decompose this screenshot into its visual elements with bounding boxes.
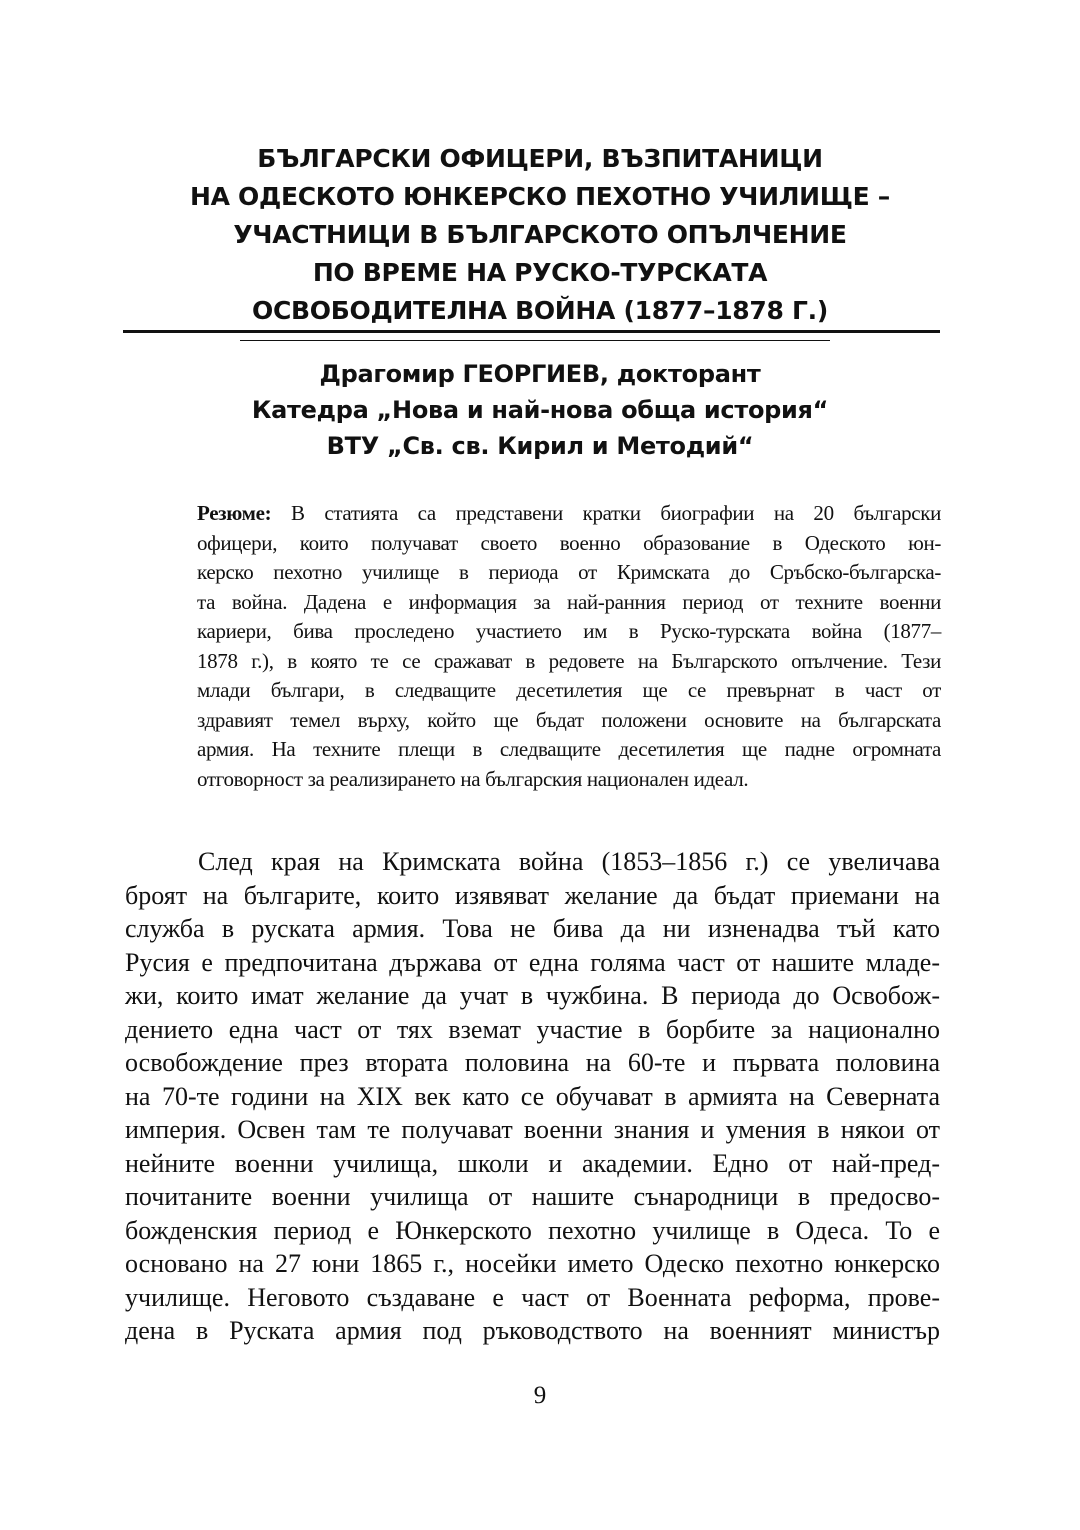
author-department: Катедра „Нова и най-нова обща история“ bbox=[251, 396, 829, 424]
body-line: броят на българите, които изявяват желание да бъдат приемани на bbox=[125, 880, 940, 910]
body-paragraph bbox=[125, 845, 940, 1348]
abstract-line bbox=[197, 499, 941, 529]
title-line: ПО ВРЕМЕ НА РУСКО-ТУРСКАТА bbox=[312, 258, 768, 287]
body-line: на 70-те години на XIX век като се обучават в армията на Северната bbox=[125, 1081, 940, 1111]
body-line: империя. Освен там те получават военни знания и умения в някои от bbox=[125, 1115, 940, 1144]
body-line: служба в руската армия. Това не бива да ни изненадва тъй като bbox=[125, 914, 940, 943]
body-line: освобождение през втората половина на 60-те и първата половина bbox=[125, 1048, 940, 1077]
title-line: НА ОДЕСКОТО ЮНКЕРСКО ПЕХОТНО УЧИЛИЩЕ – bbox=[189, 182, 891, 211]
abstract-line: здравият темел върху, който ще бъдат положени основите на българската bbox=[197, 707, 941, 732]
page-number: 9 bbox=[533, 1382, 547, 1409]
abstract-line: та война. Дадена е информация за най-ранния период от техните военни bbox=[197, 589, 941, 614]
author-university: ВТУ „Св. св. Кирил и Методий“ bbox=[326, 432, 754, 460]
body-line: жи, които имат желание да учат в чужбина. В периода до Освобож- bbox=[125, 981, 940, 1010]
body-line: дена в Руската армия под ръководството на военният министър bbox=[125, 1316, 940, 1345]
body-line: почитаните военни училища от нашите сънародници в предосво- bbox=[125, 1182, 940, 1211]
abstract-label: Резюме: bbox=[197, 501, 272, 525]
title-divider-thin bbox=[240, 340, 830, 341]
abstract-line: отговорност за реализирането на българския национален идеал. bbox=[197, 766, 749, 791]
body-line: След края на Кримската война (1853–1856 г.) се увеличава bbox=[198, 847, 940, 876]
abstract-line: кариери, бива проследено участието им в Руско-турската война (1877– bbox=[197, 619, 941, 643]
author-name: Драгомир ГЕОРГИЕВ, докторант bbox=[319, 360, 761, 388]
body-line: нейните военни училища, школи и академии. Едно от най-пред- bbox=[125, 1148, 940, 1178]
abstract bbox=[197, 499, 941, 794]
abstract-line: керско пехотно училище в периода от Кримската до Сръбско-българска- bbox=[197, 560, 941, 584]
body-line: основано на 27 юни 1865 г., носейки името Одеско пехотно юнкерско bbox=[125, 1249, 940, 1278]
body-line: училище. Неговото създаване е част от Военната реформа, прове- bbox=[125, 1282, 940, 1312]
abstract-line: армия. На техните плещи в следващите десетилетия ще падне огромната bbox=[197, 737, 941, 761]
body-line: Русия е предпочитана държава от една голяма част от нашите младе- bbox=[125, 947, 940, 977]
title-line: БЪЛГАРСКИ ОФИЦЕРИ, ВЪЗПИТАНИЦИ bbox=[257, 144, 823, 173]
abstract-line: млади българи, в следващите десетилетия ще се превърнат в част от bbox=[197, 678, 941, 702]
body-line: божденския период е Юнкерското пехотно училище в Одеса. То е bbox=[125, 1215, 940, 1245]
title-divider-thick bbox=[123, 330, 940, 333]
body-line: дението една част от тях вземат участие в борбите за национално bbox=[125, 1014, 940, 1044]
title-line: ОСВОБОДИТЕЛНА ВОЙНА (1877–1878 Г.) bbox=[252, 296, 828, 325]
abstract-line: офицери, които получават своето военно образование в Одеското юн- bbox=[197, 530, 941, 555]
author-block bbox=[0, 356, 1080, 464]
title-line: УЧАСТНИЦИ В БЪЛГАРСКОТО ОПЪЛЧЕНИЕ bbox=[233, 220, 847, 249]
abstract-first-line-text: В статията са представени кратки биографии на 20 български bbox=[271, 501, 941, 525]
abstract-line: 1878 г.), в която те се сражават в редовете на Българското опълчение. Тези bbox=[197, 648, 941, 673]
article-title bbox=[0, 140, 1080, 330]
